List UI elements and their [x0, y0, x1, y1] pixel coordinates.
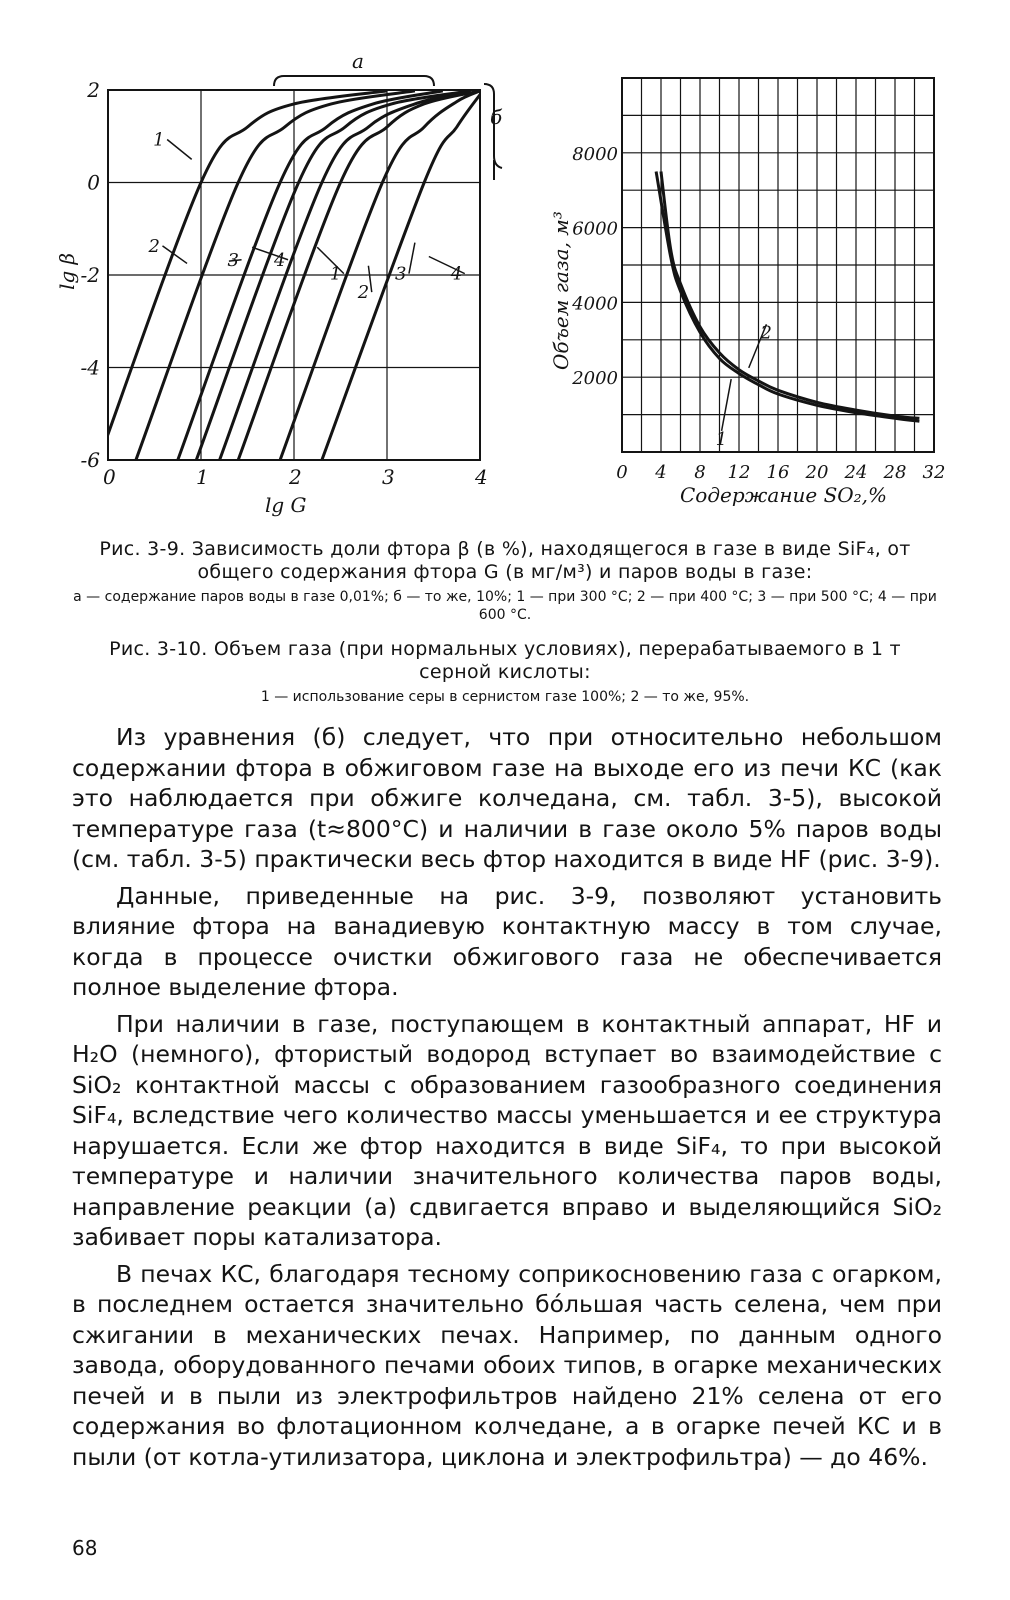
series-line: [656, 172, 919, 422]
annotation-b: б: [490, 105, 503, 129]
y-tick-label: 6000: [572, 218, 618, 240]
series-label: 3: [394, 263, 407, 285]
figure-3-9-caption: [70, 538, 940, 624]
caption-note: а — содержание паров воды в газе 0,01%; б — то же, 10%; 1 — при 300 °С; 2 — при 400 °С; 3 — при 500 °С; 4 — при 600 °С.: [73, 589, 937, 623]
label-leader: [722, 379, 732, 431]
series-label: 4: [450, 263, 463, 285]
label-leader: [409, 243, 415, 274]
paragraph: Данные, приведенные на рис. 3-9, позволяют установить влияние фтора на ванадиевую контактную массу в том случае, когда в процессе очистки обжигового газа не обеспечивается полное выделение фтора.: [72, 881, 942, 1001]
bracket-a: [274, 76, 434, 86]
paragraph: При наличии в газе, поступающем в контактный аппарат, HF и H₂O (немного), фтористый водород вступает во взаимодействие с SiO₂ контактной массы с образованием газообразного соединения SiF₄, вследствие чего количество массы уменьшается и ее структура нарушается. Если же фтор находится в виде SiF₄, то при высокой температуре и наличии значительного количества паров воды, направление реакции (а) сдвигается вправо и выделяющийся SiO₂ забивает поры катализатора.: [72, 1009, 942, 1251]
annotation-a: а: [352, 49, 364, 73]
x-tick-label: 2: [289, 465, 302, 489]
series-label: 1: [329, 263, 342, 285]
series-label: 4: [274, 249, 286, 271]
y-axis-label: lg β: [55, 252, 79, 290]
x-tick-label: 12: [727, 462, 751, 483]
x-axis-label: lg G: [265, 493, 307, 517]
x-axis-label: Содержание SO₂,%: [680, 483, 888, 507]
y-axis-label: Объем газа, м³: [549, 211, 573, 370]
series-label: 2: [357, 282, 370, 304]
body-text: [72, 722, 942, 1478]
caption-main: Рис. 3-9. Зависимость доли фтора β (в %), находящегося в газе в виде SiF₄, от общего содержания фтора G (в мг/м³) и паров воды в газе:: [99, 538, 911, 583]
x-tick-label: 4: [655, 462, 667, 483]
paragraph: В печах КС, благодаря тесному соприкосновению газа с огарком, в последнем остается значительно бо́льшая часть селена, чем при сжигании в механических печах. Например, по данным одного завода, оборудованного печами обоих типов, в огарке механических печей и в пыли из электрофильтров найдено 21% селена от его содержания во флотационном колчедане, а в огарке печей КС и в пыли (от котла-утилизатора, циклона и электрофильтра) — до 46%.: [72, 1259, 942, 1471]
page-number: 68: [72, 1536, 98, 1560]
series-label: 2: [760, 322, 772, 344]
figure-3-10-chart: [540, 70, 960, 510]
series-label: 2: [148, 235, 160, 257]
x-tick-label: 16: [766, 462, 790, 483]
y-tick-label: 2: [87, 78, 100, 102]
caption-note: 1 — использование серы в сернистом газе 100%; 2 — то же, 95%.: [260, 689, 750, 705]
chart-curves: [656, 172, 919, 422]
y-tick-label: 8000: [572, 143, 618, 165]
chart-grid: [622, 78, 934, 452]
paragraph: Из уравнения (б) следует, что при относительно небольшом содержании фтора в обжиговом газе на выходе его из печи КС (как это наблюдается при обжиге колчедана, см. табл. 3-5), высокой температуре газа (t≈800°С) и наличии в газе около 5% паров воды (см. табл. 3-5) практически весь фтор находится в виде HF (рис. 3-9).: [72, 723, 942, 873]
y-tick-label: -2: [80, 263, 100, 287]
caption-main: Рис. 3-10. Объем газа (при нормальных условиях), перерабатываемого в 1 т серной кислоты:: [109, 638, 901, 683]
y-tick-label: -6: [80, 448, 100, 472]
y-tick-label: 4000: [572, 293, 618, 315]
x-tick-label: 0: [103, 465, 116, 489]
series-label: 1: [715, 428, 728, 450]
x-tick-label: 28: [883, 462, 907, 483]
x-tick-label: 3: [382, 465, 395, 489]
x-tick-label: 24: [844, 462, 868, 483]
series-label: 3: [227, 249, 240, 271]
series-label: 1: [153, 129, 165, 151]
x-tick-label: 32: [922, 462, 946, 483]
x-tick-label: 8: [694, 462, 706, 483]
y-tick-label: 0: [87, 170, 100, 195]
x-tick-label: 20: [805, 462, 829, 483]
x-tick-label: 1: [196, 465, 209, 489]
y-tick-label: 2000: [572, 368, 618, 390]
figure-3-10-caption: [70, 638, 940, 706]
figure-3-9-chart: [55, 49, 503, 520]
x-tick-label: 4: [475, 465, 488, 489]
bracket-b: [484, 84, 502, 180]
x-tick-label: 0: [616, 462, 628, 483]
label-leader: [167, 140, 192, 160]
y-tick-label: -4: [80, 355, 100, 380]
